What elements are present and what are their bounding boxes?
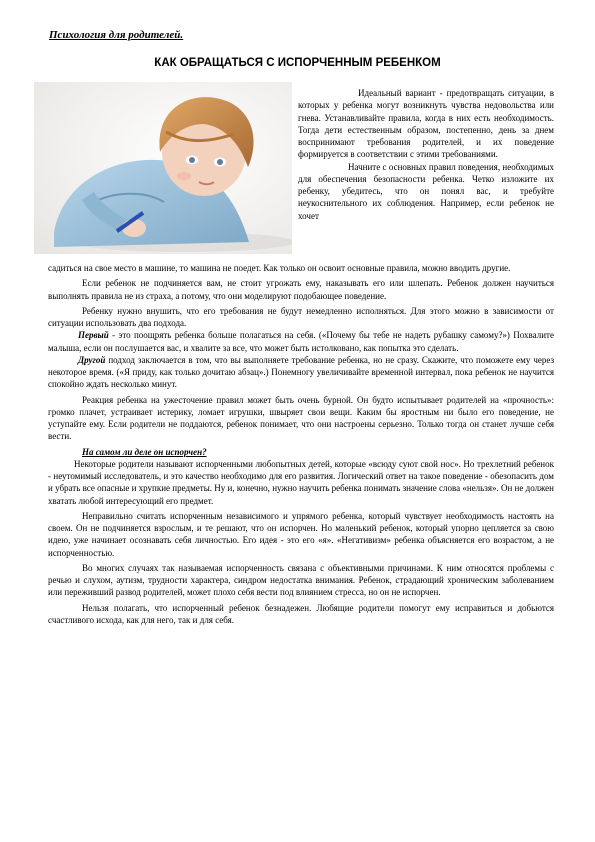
- paragraph-curious: Некоторые родители называют испорченными любопытных детей, которые «всюду суют свой нос». Но трехлетний ребенок - неутомимый исследователь, и это качество необходимо для его развития. Логический ответ на такое поведение - обезопасить дом и убрать все опасные и хрупкие предметы. Ну и, конечно, нужно научить ребенка понимать значение слова «нельзя». Он не должен хватать любой интересующий его предмет.: [48, 458, 554, 506]
- child-photo: [34, 82, 292, 254]
- second-approach-text: подход заключается в том, что вы выполняете требование ребенка, но не сразу. Скажите, что поможете ему через некоторое время. («Я приду, как только дочитаю абзац».) Понемногу увеличивайте временной интервал, пока ребенок не научится спокойно ждать несколько минут.: [48, 354, 554, 390]
- intro-column: [298, 87, 554, 222]
- paragraph-causes: Во многих случаях так называемая испорченность связана с объективными причинами. К ним относятся проблемы с речью и слухом, аутизм, трудности характера, синдром недостатка внимания. Ребенок, страдающий хроническим заболеванием или переживший развод родителей, может плохо себя вести под влиянием стресса, но он не испорчен.: [48, 562, 554, 598]
- first-approach-text: - это поощрять ребенка больше полагаться на себя. («Почему бы тебе не надеть рубашку самому?») Похвалите малыша, если он послушается вас, и хвалите за все, что может быть истолковано, как попытка это сделать.: [48, 330, 554, 353]
- paragraph-no-threats: Если ребенок не подчиняется вам, не стоит угрожать ему, наказывать его или шлепать. Ребенок должен научиться выполнять правила не из страха, а потому, что они моделируют подобающее поведение.: [48, 278, 554, 301]
- paragraph-first-approach: [48, 329, 554, 354]
- intro-paragraph: Идеальный вариант - предотвращать ситуации, в которых у ребенка могут возникнуть чувства недовольства или гнева. Устанавливайте правила, когда в них есть необходимость. Тогда дети естественным образом, постепенно, день за днем воспринимают требования родителей, и их поведение формируется в соответствии с этими требованиями.: [298, 88, 554, 160]
- paragraph-reaction: Реакция ребенка на ужесточение правил может быть очень бурной. Он будто испытывает родителей на «прочность»: громко плачет, устраивает истерику, ломает игрушки, швыряет свои вещи. Каким бы яростным ни было его поведение, не уступайте ему. Если родители не поддаются, ребенок понимает, что они настроены серьезно. Только тогда он станет лучше себя вести.: [48, 394, 554, 442]
- paragraph-wait: Ребенку нужно внушить, что его требования не будут немедленно исполняться. Для этого можно в зависимости от ситуации использовать два подхода.: [48, 305, 554, 328]
- article-title: КАК ОБРАЩАТЬСЯ С ИСПОРЧЕННЫМ РЕБЕНКОМ: [154, 57, 441, 69]
- paragraph-continuation: садиться на свое место в машине, то машина не поедет. Как только он освоит основные правила, можно вводить другие.: [48, 263, 511, 273]
- paragraph-stubborn: Неправильно считать испорченным независимого и упрямого ребенка, который чувствует необходимость настоять на своем. Он не подчиняется взрослым, и те решают, что он испорчен. Но маленький ребенок, который упорно цепляется за свою идею, уже начинает осознавать себя личностью. Его идея - это его «я». «Негативизм» ребенка объясняется его возрастом, а не испорченностью.: [48, 510, 554, 558]
- paragraph-second-approach: [48, 354, 554, 391]
- paragraph-hope: Нельзя полагать, что испорченный ребенок безнадежен. Любящие родители помогут ему исправиться и добьются счастливого исхода, как для него, так и для себя.: [48, 602, 554, 625]
- first-approach-label: Первый: [78, 330, 109, 341]
- article-body: [48, 262, 554, 626]
- second-approach-label: Другой: [78, 354, 106, 365]
- rules-paragraph: Начните с основных правил поведения, необходимых для обеспечения безопасности ребенка. Четко изложите их ребенку, убедитесь, что он понял вас, и требуйте неукоснительного их соблюдения. Например, если ребенок не хочет: [298, 161, 554, 221]
- subheading: На самом ли деле он испорчен?: [82, 446, 207, 457]
- section-header: Психология для родителей.: [49, 29, 184, 41]
- child-illustration: [34, 82, 292, 254]
